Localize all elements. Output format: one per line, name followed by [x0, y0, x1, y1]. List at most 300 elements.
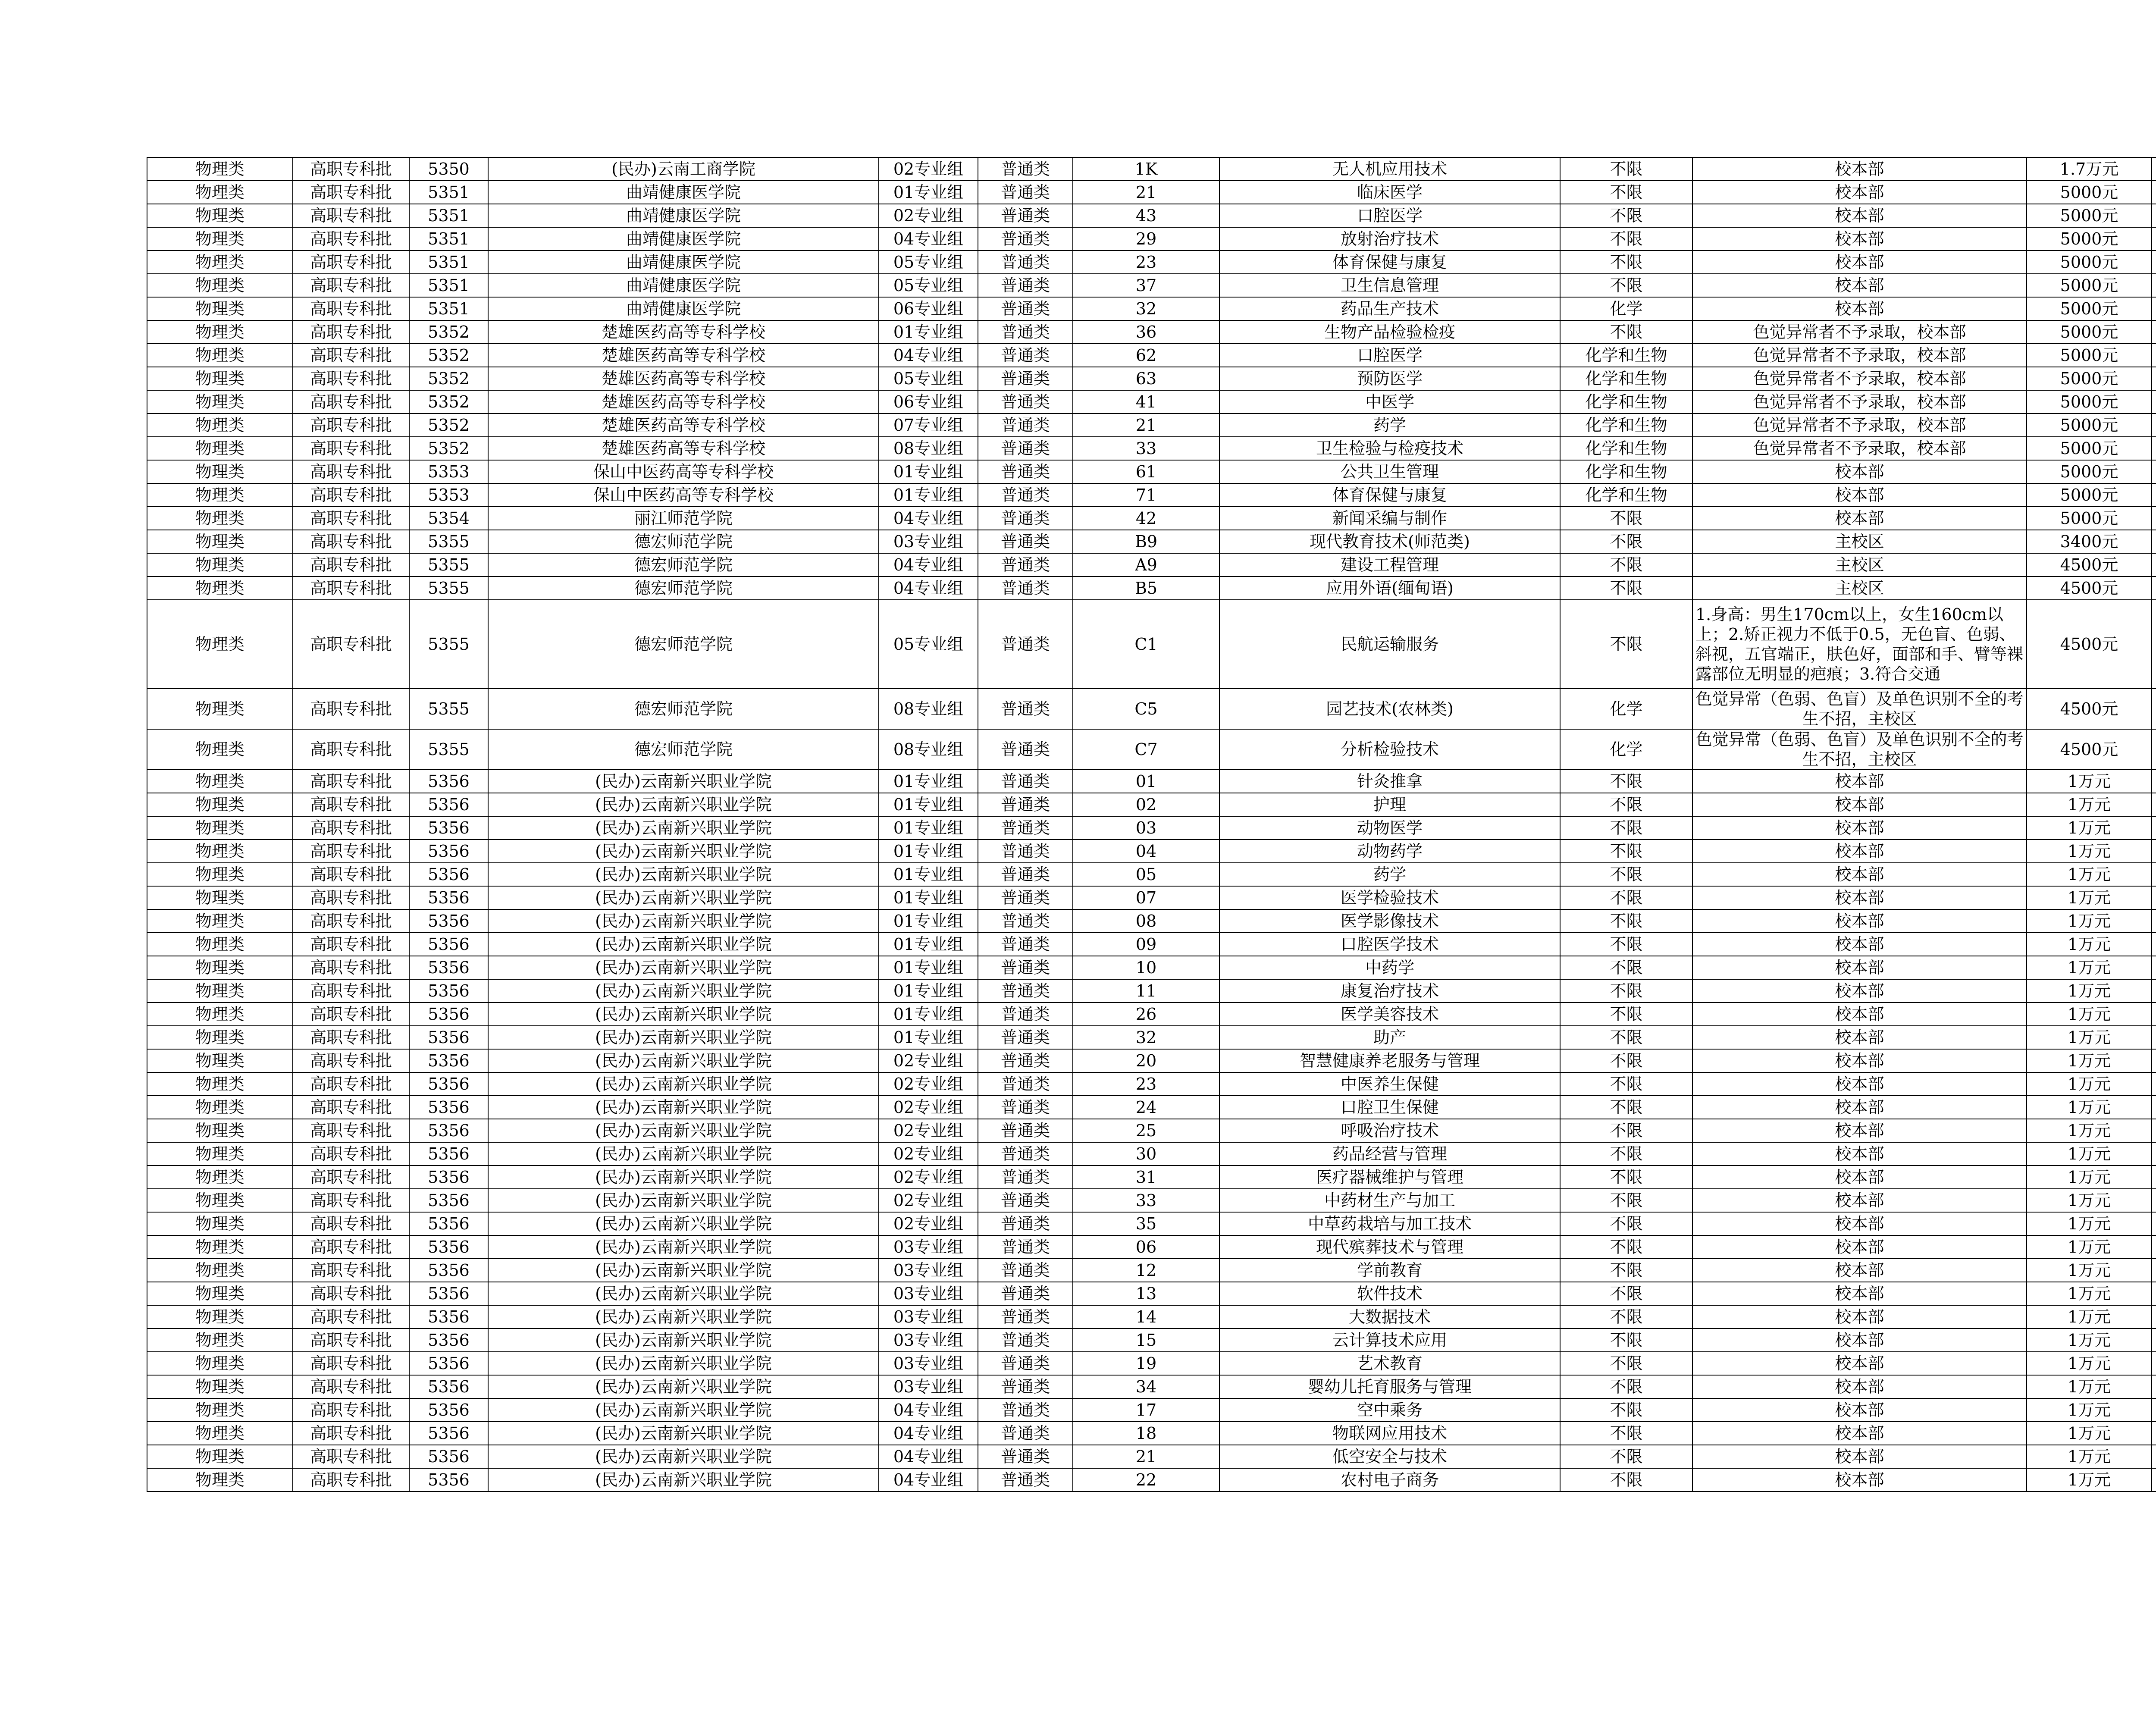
school-code-cell: 5356 [409, 909, 488, 933]
tuition-cell: 5000元 [2027, 320, 2152, 344]
tuition-cell: 5000元 [2027, 437, 2152, 460]
subject-requirement-cell: 化学 [1560, 729, 1692, 770]
major-code-cell: 26 [1073, 1003, 1219, 1026]
school-code-cell: 5352 [409, 367, 488, 390]
school-name-cell: (民办)云南新兴职业学院 [488, 979, 879, 1003]
major-name-cell: 软件技术 [1219, 1282, 1560, 1305]
school-name-cell: 楚雄医药高等专科学校 [488, 437, 879, 460]
major-code-cell: 08 [1073, 909, 1219, 933]
plan-count-cell [2152, 507, 2156, 530]
major-code-cell: 32 [1073, 1026, 1219, 1049]
school-name-cell: 楚雄医药高等专科学校 [488, 414, 879, 437]
plan-count-cell [2152, 414, 2156, 437]
school-name-cell: (民办)云南新兴职业学院 [488, 1352, 879, 1375]
major-group-cell: 02专业组 [879, 157, 978, 181]
school-code-cell: 5354 [409, 507, 488, 530]
table-row [147, 553, 2156, 577]
plan-type-cell: 普通类 [978, 344, 1073, 367]
plan-type-cell: 普通类 [978, 1096, 1073, 1119]
school-name-cell: (民办)云南新兴职业学院 [488, 840, 879, 863]
plan-count-cell [2152, 437, 2156, 460]
plan-count-cell [2152, 1329, 2156, 1352]
subject-category-cell: 物理类 [147, 274, 293, 297]
major-group-cell: 02专业组 [879, 1072, 978, 1096]
subject-category-cell: 物理类 [147, 1445, 293, 1468]
school-name-cell: (民办)云南新兴职业学院 [488, 1049, 879, 1072]
tuition-cell: 1万元 [2027, 1049, 2152, 1072]
table-row [147, 507, 2156, 530]
school-name-cell: (民办)云南新兴职业学院 [488, 1003, 879, 1026]
table-row [147, 460, 2156, 483]
school-code-cell: 5353 [409, 460, 488, 483]
major-code-cell: 63 [1073, 367, 1219, 390]
tuition-cell: 1万元 [2027, 1352, 2152, 1375]
tuition-cell: 1万元 [2027, 1468, 2152, 1492]
plan-type-cell: 普通类 [978, 297, 1073, 320]
school-name-cell: (民办)云南新兴职业学院 [488, 1282, 879, 1305]
table-row [147, 390, 2156, 414]
remarks-cell: 主校区 [1692, 553, 2027, 577]
school-name-cell: 保山中医药高等专科学校 [488, 483, 879, 507]
plan-count-cell [2152, 1282, 2156, 1305]
major-name-cell: 预防医学 [1219, 367, 1560, 390]
major-group-cell: 08专业组 [879, 437, 978, 460]
major-group-cell: 04专业组 [879, 227, 978, 251]
remarks-cell: 校本部 [1692, 157, 2027, 181]
major-group-cell: 03专业组 [879, 1352, 978, 1375]
major-group-cell: 03专业组 [879, 1282, 978, 1305]
plan-type-cell: 普通类 [978, 933, 1073, 956]
subject-category-cell: 物理类 [147, 553, 293, 577]
remarks-cell: 校本部 [1692, 863, 2027, 886]
subject-requirement-cell: 不限 [1560, 1026, 1692, 1049]
plan-count-cell [2152, 1235, 2156, 1259]
school-code-cell: 5356 [409, 816, 488, 840]
major-code-cell: 06 [1073, 1235, 1219, 1259]
table-row [147, 979, 2156, 1003]
table-row [147, 1352, 2156, 1375]
plan-count-cell [2152, 863, 2156, 886]
table-row [147, 1468, 2156, 1492]
subject-requirement-cell: 不限 [1560, 1072, 1692, 1096]
major-code-cell: 31 [1073, 1166, 1219, 1189]
school-name-cell: (民办)云南新兴职业学院 [488, 1212, 879, 1235]
subject-requirement-cell: 不限 [1560, 1398, 1692, 1422]
major-group-cell: 04专业组 [879, 1422, 978, 1445]
batch-cell: 高职专科批 [293, 1049, 409, 1072]
table-row [147, 530, 2156, 553]
tuition-cell: 1万元 [2027, 933, 2152, 956]
table-row [147, 577, 2156, 600]
table-row [147, 933, 2156, 956]
subject-category-cell: 物理类 [147, 1003, 293, 1026]
major-group-cell: 05专业组 [879, 274, 978, 297]
tuition-cell: 1万元 [2027, 1282, 2152, 1305]
school-name-cell: (民办)云南新兴职业学院 [488, 863, 879, 886]
plan-count-cell [2152, 770, 2156, 793]
major-group-cell: 02专业组 [879, 1119, 978, 1142]
major-name-cell: 放射治疗技术 [1219, 227, 1560, 251]
plan-type-cell: 普通类 [978, 816, 1073, 840]
school-name-cell: (民办)云南新兴职业学院 [488, 1096, 879, 1119]
subject-category-cell: 物理类 [147, 1212, 293, 1235]
batch-cell: 高职专科批 [293, 1026, 409, 1049]
major-code-cell: 25 [1073, 1119, 1219, 1142]
school-code-cell: 5356 [409, 840, 488, 863]
school-code-cell: 5356 [409, 1398, 488, 1422]
batch-cell: 高职专科批 [293, 1468, 409, 1492]
subject-requirement-cell: 不限 [1560, 1142, 1692, 1166]
subject-requirement-cell: 不限 [1560, 181, 1692, 204]
subject-requirement-cell: 化学和生物 [1560, 414, 1692, 437]
major-code-cell: 20 [1073, 1049, 1219, 1072]
plan-type-cell: 普通类 [978, 1329, 1073, 1352]
major-code-cell: 09 [1073, 933, 1219, 956]
tuition-cell: 5000元 [2027, 251, 2152, 274]
plan-type-cell: 普通类 [978, 157, 1073, 181]
tuition-cell: 1.7万元 [2027, 157, 2152, 181]
major-name-cell: 中医学 [1219, 390, 1560, 414]
plan-count-cell [2152, 1422, 2156, 1445]
plan-count-cell [2152, 157, 2156, 181]
plan-type-cell: 普通类 [978, 1398, 1073, 1422]
plan-type-cell: 普通类 [978, 181, 1073, 204]
subject-requirement-cell: 不限 [1560, 1166, 1692, 1189]
tuition-cell: 1万元 [2027, 1305, 2152, 1329]
subject-category-cell: 物理类 [147, 320, 293, 344]
remarks-cell: 校本部 [1692, 1003, 2027, 1026]
remarks-cell: 校本部 [1692, 297, 2027, 320]
subject-requirement-cell: 不限 [1560, 933, 1692, 956]
major-code-cell: 32 [1073, 297, 1219, 320]
remarks-cell: 校本部 [1692, 1305, 2027, 1329]
subject-category-cell: 物理类 [147, 1352, 293, 1375]
plan-type-cell: 普通类 [978, 507, 1073, 530]
remarks-cell: 校本部 [1692, 909, 2027, 933]
tuition-cell: 5000元 [2027, 274, 2152, 297]
plan-count-cell [2152, 1468, 2156, 1492]
school-code-cell: 5355 [409, 530, 488, 553]
major-name-cell: 口腔医学技术 [1219, 933, 1560, 956]
plan-type-cell: 普通类 [978, 227, 1073, 251]
school-name-cell: 德宏师范学院 [488, 553, 879, 577]
major-group-cell: 01专业组 [879, 181, 978, 204]
plan-type-cell: 普通类 [978, 909, 1073, 933]
school-name-cell: (民办)云南新兴职业学院 [488, 886, 879, 909]
batch-cell: 高职专科批 [293, 1072, 409, 1096]
remarks-cell: 校本部 [1692, 1212, 2027, 1235]
school-name-cell: 丽江师范学院 [488, 507, 879, 530]
table-row [147, 816, 2156, 840]
major-group-cell: 06专业组 [879, 390, 978, 414]
subject-category-cell: 物理类 [147, 1422, 293, 1445]
subject-requirement-cell: 不限 [1560, 1119, 1692, 1142]
major-group-cell: 01专业组 [879, 863, 978, 886]
major-group-cell: 01专业组 [879, 816, 978, 840]
batch-cell: 高职专科批 [293, 1329, 409, 1352]
school-code-cell: 5356 [409, 979, 488, 1003]
school-code-cell: 5352 [409, 414, 488, 437]
batch-cell: 高职专科批 [293, 729, 409, 770]
major-name-cell: 艺术教育 [1219, 1352, 1560, 1375]
plan-type-cell: 普通类 [978, 793, 1073, 816]
tuition-cell: 5000元 [2027, 204, 2152, 227]
plan-count-cell [2152, 297, 2156, 320]
major-code-cell: 36 [1073, 320, 1219, 344]
major-name-cell: 护理 [1219, 793, 1560, 816]
subject-category-cell: 物理类 [147, 770, 293, 793]
batch-cell: 高职专科批 [293, 1375, 409, 1398]
subject-requirement-cell: 不限 [1560, 793, 1692, 816]
plan-count-cell [2152, 483, 2156, 507]
major-code-cell: 1K [1073, 157, 1219, 181]
batch-cell: 高职专科批 [293, 1166, 409, 1189]
school-code-cell: 5356 [409, 770, 488, 793]
plan-count-cell [2152, 1398, 2156, 1422]
subject-category-cell: 物理类 [147, 1398, 293, 1422]
major-name-cell: 口腔卫生保健 [1219, 1096, 1560, 1119]
tuition-cell: 1万元 [2027, 1212, 2152, 1235]
major-code-cell: C1 [1073, 600, 1219, 689]
major-group-cell: 01专业组 [879, 1026, 978, 1049]
remarks-cell: 校本部 [1692, 979, 2027, 1003]
subject-requirement-cell: 不限 [1560, 274, 1692, 297]
remarks-cell: 校本部 [1692, 460, 2027, 483]
school-name-cell: (民办)云南新兴职业学院 [488, 1119, 879, 1142]
school-code-cell: 5356 [409, 1375, 488, 1398]
school-name-cell: 楚雄医药高等专科学校 [488, 344, 879, 367]
major-code-cell: 19 [1073, 1352, 1219, 1375]
subject-requirement-cell: 不限 [1560, 204, 1692, 227]
subject-requirement-cell: 不限 [1560, 909, 1692, 933]
batch-cell: 高职专科批 [293, 157, 409, 181]
major-group-cell: 02专业组 [879, 1049, 978, 1072]
table-row [147, 1166, 2156, 1189]
major-name-cell: 动物药学 [1219, 840, 1560, 863]
subject-requirement-cell: 不限 [1560, 840, 1692, 863]
major-code-cell: 04 [1073, 840, 1219, 863]
major-name-cell: 大数据技术 [1219, 1305, 1560, 1329]
plan-type-cell: 普通类 [978, 1049, 1073, 1072]
subject-category-cell: 物理类 [147, 816, 293, 840]
subject-category-cell: 物理类 [147, 577, 293, 600]
school-code-cell: 5356 [409, 1352, 488, 1375]
plan-type-cell: 普通类 [978, 1375, 1073, 1398]
school-name-cell: 曲靖健康医学院 [488, 204, 879, 227]
school-code-cell: 5355 [409, 553, 488, 577]
school-name-cell: (民办)云南新兴职业学院 [488, 1375, 879, 1398]
tuition-cell: 1万元 [2027, 840, 2152, 863]
remarks-cell: 校本部 [1692, 507, 2027, 530]
table-row [147, 1142, 2156, 1166]
plan-count-cell [2152, 1003, 2156, 1026]
major-code-cell: C5 [1073, 689, 1219, 729]
batch-cell: 高职专科批 [293, 1003, 409, 1026]
major-code-cell: 23 [1073, 251, 1219, 274]
school-name-cell: 德宏师范学院 [488, 600, 879, 689]
major-group-cell: 04专业组 [879, 553, 978, 577]
major-group-cell: 01专业组 [879, 840, 978, 863]
subject-requirement-cell: 化学和生物 [1560, 390, 1692, 414]
tuition-cell: 1万元 [2027, 1329, 2152, 1352]
table-row [147, 1445, 2156, 1468]
batch-cell: 高职专科批 [293, 274, 409, 297]
plan-type-cell: 普通类 [978, 1305, 1073, 1329]
tuition-cell: 1万元 [2027, 1166, 2152, 1189]
table-row [147, 1398, 2156, 1422]
remarks-cell: 色觉异常者不予录取，校本部 [1692, 437, 2027, 460]
major-name-cell: 婴幼儿托育服务与管理 [1219, 1375, 1560, 1398]
school-name-cell: (民办)云南新兴职业学院 [488, 770, 879, 793]
plan-type-cell: 普通类 [978, 367, 1073, 390]
plan-type-cell: 普通类 [978, 1282, 1073, 1305]
remarks-cell: 校本部 [1692, 1049, 2027, 1072]
major-group-cell: 01专业组 [879, 909, 978, 933]
table-row [147, 886, 2156, 909]
plan-type-cell: 普通类 [978, 863, 1073, 886]
major-group-cell: 01专业组 [879, 886, 978, 909]
tuition-cell: 1万元 [2027, 956, 2152, 979]
subject-category-cell: 物理类 [147, 863, 293, 886]
major-code-cell: 21 [1073, 414, 1219, 437]
subject-category-cell: 物理类 [147, 437, 293, 460]
school-code-cell: 5352 [409, 390, 488, 414]
major-code-cell: 14 [1073, 1305, 1219, 1329]
subject-category-cell: 物理类 [147, 1282, 293, 1305]
remarks-cell: 校本部 [1692, 1235, 2027, 1259]
major-name-cell: 现代殡葬技术与管理 [1219, 1235, 1560, 1259]
remarks-cell: 色觉异常者不予录取，校本部 [1692, 390, 2027, 414]
school-code-cell: 5351 [409, 181, 488, 204]
plan-count-cell [2152, 181, 2156, 204]
plan-type-cell: 普通类 [978, 1119, 1073, 1142]
major-code-cell: 33 [1073, 1189, 1219, 1212]
major-group-cell: 04专业组 [879, 344, 978, 367]
school-code-cell: 5356 [409, 1096, 488, 1119]
batch-cell: 高职专科批 [293, 1422, 409, 1445]
batch-cell: 高职专科批 [293, 483, 409, 507]
table-row [147, 1259, 2156, 1282]
major-name-cell: 助产 [1219, 1026, 1560, 1049]
plan-count-cell [2152, 729, 2156, 770]
subject-category-cell: 物理类 [147, 729, 293, 770]
school-name-cell: 楚雄医药高等专科学校 [488, 320, 879, 344]
school-name-cell: 德宏师范学院 [488, 577, 879, 600]
major-group-cell: 05专业组 [879, 367, 978, 390]
subject-requirement-cell: 不限 [1560, 770, 1692, 793]
subject-category-cell: 物理类 [147, 204, 293, 227]
major-group-cell: 03专业组 [879, 530, 978, 553]
remarks-cell: 校本部 [1692, 1329, 2027, 1352]
major-name-cell: 药品经营与管理 [1219, 1142, 1560, 1166]
major-group-cell: 02专业组 [879, 1142, 978, 1166]
school-code-cell: 5356 [409, 1329, 488, 1352]
table-row [147, 367, 2156, 390]
major-group-cell: 03专业组 [879, 1259, 978, 1282]
subject-category-cell: 物理类 [147, 1049, 293, 1072]
subject-requirement-cell: 不限 [1560, 979, 1692, 1003]
major-group-cell: 02专业组 [879, 1166, 978, 1189]
major-name-cell: 分析检验技术 [1219, 729, 1560, 770]
plan-type-cell: 普通类 [978, 204, 1073, 227]
plan-type-cell: 普通类 [978, 956, 1073, 979]
school-code-cell: 5356 [409, 1422, 488, 1445]
major-code-cell: 22 [1073, 1468, 1219, 1492]
batch-cell: 高职专科批 [293, 1142, 409, 1166]
school-code-cell: 5356 [409, 1468, 488, 1492]
major-code-cell: 13 [1073, 1282, 1219, 1305]
subject-category-cell: 物理类 [147, 507, 293, 530]
school-code-cell: 5356 [409, 933, 488, 956]
major-name-cell: 康复治疗技术 [1219, 979, 1560, 1003]
major-name-cell: 学前教育 [1219, 1259, 1560, 1282]
major-code-cell: 30 [1073, 1142, 1219, 1166]
batch-cell: 高职专科批 [293, 344, 409, 367]
major-name-cell: 针灸推拿 [1219, 770, 1560, 793]
school-code-cell: 5355 [409, 689, 488, 729]
tuition-cell: 4500元 [2027, 689, 2152, 729]
school-code-cell: 5351 [409, 297, 488, 320]
subject-category-cell: 物理类 [147, 956, 293, 979]
tuition-cell: 1万元 [2027, 1096, 2152, 1119]
plan-count-cell [2152, 1142, 2156, 1166]
major-name-cell: 体育保健与康复 [1219, 483, 1560, 507]
school-name-cell: (民办)云南新兴职业学院 [488, 1189, 879, 1212]
table-row [147, 863, 2156, 886]
school-name-cell: 楚雄医药高等专科学校 [488, 390, 879, 414]
plan-count-cell [2152, 460, 2156, 483]
major-group-cell: 04专业组 [879, 1398, 978, 1422]
major-name-cell: 无人机应用技术 [1219, 157, 1560, 181]
plan-type-cell: 普通类 [978, 1352, 1073, 1375]
batch-cell: 高职专科批 [293, 933, 409, 956]
major-name-cell: 农村电子商务 [1219, 1468, 1560, 1492]
subject-requirement-cell: 不限 [1560, 1212, 1692, 1235]
batch-cell: 高职专科批 [293, 816, 409, 840]
major-name-cell: 生物产品检验检疫 [1219, 320, 1560, 344]
school-name-cell: (民办)云南新兴职业学院 [488, 1142, 879, 1166]
plan-count-cell [2152, 1189, 2156, 1212]
major-code-cell: 21 [1073, 1445, 1219, 1468]
remarks-cell: 色觉异常（色弱、色盲）及单色识别不全的考生不招，主校区 [1692, 689, 2027, 729]
table-row [147, 157, 2156, 181]
major-name-cell: 体育保健与康复 [1219, 251, 1560, 274]
plan-type-cell: 普通类 [978, 979, 1073, 1003]
subject-category-cell: 物理类 [147, 1305, 293, 1329]
remarks-cell: 校本部 [1692, 933, 2027, 956]
major-name-cell: 建设工程管理 [1219, 553, 1560, 577]
subject-category-cell: 物理类 [147, 1119, 293, 1142]
plan-count-cell [2152, 1026, 2156, 1049]
school-code-cell: 5356 [409, 1119, 488, 1142]
subject-requirement-cell: 不限 [1560, 1259, 1692, 1282]
major-group-cell: 07专业组 [879, 414, 978, 437]
school-name-cell: 曲靖健康医学院 [488, 251, 879, 274]
major-group-cell: 03专业组 [879, 1235, 978, 1259]
major-code-cell: 61 [1073, 460, 1219, 483]
plan-count-cell [2152, 367, 2156, 390]
tuition-cell: 1万元 [2027, 909, 2152, 933]
remarks-cell: 校本部 [1692, 181, 2027, 204]
subject-category-cell: 物理类 [147, 227, 293, 251]
plan-type-cell: 普通类 [978, 600, 1073, 689]
school-code-cell: 5356 [409, 1445, 488, 1468]
major-group-cell: 02专业组 [879, 1189, 978, 1212]
subject-requirement-cell: 不限 [1560, 1375, 1692, 1398]
remarks-cell: 色觉异常者不予录取，校本部 [1692, 367, 2027, 390]
subject-category-cell: 物理类 [147, 840, 293, 863]
major-name-cell: 卫生检验与检疫技术 [1219, 437, 1560, 460]
